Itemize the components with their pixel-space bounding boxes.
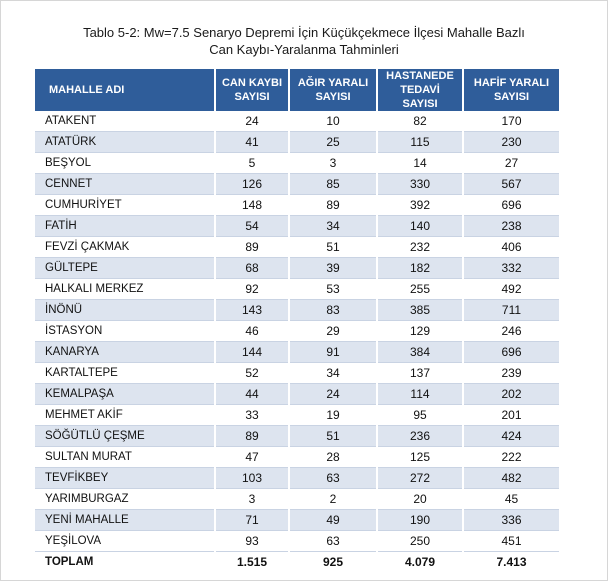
minor-injury-cell: 222	[463, 447, 559, 468]
caption-line-2: Can Kaybı-Yaralanma Tahminleri	[209, 42, 399, 57]
severe-injury-cell: 25	[289, 132, 377, 153]
minor-injury-cell: 451	[463, 531, 559, 552]
total-row	[35, 552, 559, 573]
severe-injury-cell: 29	[289, 321, 377, 342]
neighborhood-name-cell: CENNET	[35, 174, 215, 195]
severe-injury-cell: 3	[289, 153, 377, 174]
hospital-treatment-cell: 115	[377, 132, 463, 153]
table-row	[35, 258, 559, 279]
hospital-treatment-cell: 392	[377, 195, 463, 216]
neighborhood-name-cell: BEŞYOL	[35, 153, 215, 174]
header-label-line: AĞIR YARALI	[297, 77, 369, 89]
table-body	[35, 111, 559, 572]
severe-injury-cell: 89	[289, 195, 377, 216]
severe-injury-cell: 63	[289, 531, 377, 552]
table-row	[35, 363, 559, 384]
deaths-cell: 44	[215, 384, 289, 405]
total-value-cell: 7.413	[463, 552, 559, 573]
neighborhood-name-cell: ATAKENT	[35, 111, 215, 132]
hospital-treatment-cell: 125	[377, 447, 463, 468]
hospital-treatment-cell: 384	[377, 342, 463, 363]
minor-injury-cell: 230	[463, 132, 559, 153]
header-label-line: SAYISI	[315, 91, 351, 103]
severe-injury-cell: 51	[289, 237, 377, 258]
header-label-line: HAFİF YARALI	[473, 77, 550, 89]
deaths-cell: 126	[215, 174, 289, 195]
deaths-cell: 92	[215, 279, 289, 300]
minor-injury-cell: 332	[463, 258, 559, 279]
deaths-cell: 46	[215, 321, 289, 342]
deaths-cell: 41	[215, 132, 289, 153]
minor-injury-cell: 202	[463, 384, 559, 405]
hospital-treatment-cell: 182	[377, 258, 463, 279]
table-row	[35, 447, 559, 468]
severe-injury-cell: 28	[289, 447, 377, 468]
hospital-treatment-cell: 137	[377, 363, 463, 384]
header-hafif-yarali	[463, 69, 559, 111]
table-row	[35, 279, 559, 300]
header-label-line: SAYISI	[234, 91, 270, 103]
minor-injury-cell: 482	[463, 468, 559, 489]
table-row	[35, 300, 559, 321]
severe-injury-cell: 10	[289, 111, 377, 132]
header-mahalle-adi	[35, 69, 215, 111]
hospital-treatment-cell: 140	[377, 216, 463, 237]
severe-injury-cell: 83	[289, 300, 377, 321]
table-header-row	[35, 69, 559, 111]
minor-injury-cell: 246	[463, 321, 559, 342]
table-row	[35, 321, 559, 342]
severe-injury-cell: 19	[289, 405, 377, 426]
hospital-treatment-cell: 330	[377, 174, 463, 195]
header-can-kaybi	[215, 69, 289, 111]
header-agir-yarali	[289, 69, 377, 111]
severe-injury-cell: 34	[289, 216, 377, 237]
total-label-cell: TOPLAM	[35, 552, 215, 573]
minor-injury-cell: 238	[463, 216, 559, 237]
neighborhood-name-cell: YEŞİLOVA	[35, 531, 215, 552]
deaths-cell: 47	[215, 447, 289, 468]
deaths-cell: 5	[215, 153, 289, 174]
table-row	[35, 153, 559, 174]
neighborhood-name-cell: CUMHURİYET	[35, 195, 215, 216]
table-row	[35, 111, 559, 132]
deaths-cell: 143	[215, 300, 289, 321]
minor-injury-cell: 696	[463, 195, 559, 216]
deaths-cell: 24	[215, 111, 289, 132]
minor-injury-cell: 201	[463, 405, 559, 426]
neighborhood-name-cell: KARTALTEPE	[35, 363, 215, 384]
neighborhood-name-cell: YENİ MAHALLE	[35, 510, 215, 531]
casualty-table	[35, 69, 559, 572]
header-label-line: CAN KAYBI	[221, 77, 283, 89]
hospital-treatment-cell: 236	[377, 426, 463, 447]
header-label-line: MAHALLE ADI	[49, 84, 125, 96]
table-row	[35, 384, 559, 405]
deaths-cell: 89	[215, 426, 289, 447]
hospital-treatment-cell: 114	[377, 384, 463, 405]
severe-injury-cell: 39	[289, 258, 377, 279]
neighborhood-name-cell: MEHMET AKİF	[35, 405, 215, 426]
neighborhood-name-cell: İNÖNÜ	[35, 300, 215, 321]
table-row	[35, 426, 559, 447]
minor-injury-cell: 424	[463, 426, 559, 447]
table-caption	[0, 24, 608, 58]
neighborhood-name-cell: KANARYA	[35, 342, 215, 363]
neighborhood-name-cell: HALKALI MERKEZ	[35, 279, 215, 300]
table-row	[35, 132, 559, 153]
neighborhood-name-cell: GÜLTEPE	[35, 258, 215, 279]
severe-injury-cell: 85	[289, 174, 377, 195]
hospital-treatment-cell: 272	[377, 468, 463, 489]
neighborhood-name-cell: YARIMBURGAZ	[35, 489, 215, 510]
table-row	[35, 510, 559, 531]
deaths-cell: 33	[215, 405, 289, 426]
deaths-cell: 68	[215, 258, 289, 279]
header-hastanede-tedavi	[377, 69, 463, 111]
table-row	[35, 531, 559, 552]
severe-injury-cell: 49	[289, 510, 377, 531]
neighborhood-name-cell: SULTAN MURAT	[35, 447, 215, 468]
deaths-cell: 52	[215, 363, 289, 384]
table-row	[35, 174, 559, 195]
table-row	[35, 195, 559, 216]
hospital-treatment-cell: 95	[377, 405, 463, 426]
total-value-cell: 4.079	[377, 552, 463, 573]
deaths-cell: 54	[215, 216, 289, 237]
table-row	[35, 237, 559, 258]
minor-injury-cell: 170	[463, 111, 559, 132]
hospital-treatment-cell: 82	[377, 111, 463, 132]
deaths-cell: 3	[215, 489, 289, 510]
minor-injury-cell: 27	[463, 153, 559, 174]
severe-injury-cell: 34	[289, 363, 377, 384]
neighborhood-name-cell: TEVFİKBEY	[35, 468, 215, 489]
table-row	[35, 342, 559, 363]
neighborhood-name-cell: FEVZİ ÇAKMAK	[35, 237, 215, 258]
deaths-cell: 103	[215, 468, 289, 489]
severe-injury-cell: 24	[289, 384, 377, 405]
deaths-cell: 148	[215, 195, 289, 216]
total-value-cell: 1.515	[215, 552, 289, 573]
severe-injury-cell: 91	[289, 342, 377, 363]
hospital-treatment-cell: 250	[377, 531, 463, 552]
hospital-treatment-cell: 14	[377, 153, 463, 174]
minor-injury-cell: 45	[463, 489, 559, 510]
minor-injury-cell: 567	[463, 174, 559, 195]
deaths-cell: 144	[215, 342, 289, 363]
hospital-treatment-cell: 255	[377, 279, 463, 300]
header-label-line: SAYISI	[493, 91, 530, 103]
minor-injury-cell: 711	[463, 300, 559, 321]
hospital-treatment-cell: 20	[377, 489, 463, 510]
minor-injury-cell: 336	[463, 510, 559, 531]
header-label-line: TEDAVİ SAYISI	[400, 84, 440, 110]
deaths-cell: 93	[215, 531, 289, 552]
table-row	[35, 489, 559, 510]
neighborhood-name-cell: İSTASYON	[35, 321, 215, 342]
header-label-line: HASTANEDE	[386, 70, 454, 82]
severe-injury-cell: 51	[289, 426, 377, 447]
hospital-treatment-cell: 385	[377, 300, 463, 321]
total-value-cell: 925	[289, 552, 377, 573]
minor-injury-cell: 696	[463, 342, 559, 363]
table-row	[35, 216, 559, 237]
deaths-cell: 71	[215, 510, 289, 531]
table-row	[35, 405, 559, 426]
severe-injury-cell: 63	[289, 468, 377, 489]
severe-injury-cell: 2	[289, 489, 377, 510]
deaths-cell: 89	[215, 237, 289, 258]
minor-injury-cell: 239	[463, 363, 559, 384]
neighborhood-name-cell: SÖĞÜTLÜ ÇEŞME	[35, 426, 215, 447]
minor-injury-cell: 492	[463, 279, 559, 300]
caption-line-1: Tablo 5-2: Mw=7.5 Senaryo Depremi İçin Küçükçekmece İlçesi Mahalle Bazlı	[83, 25, 525, 40]
severe-injury-cell: 53	[289, 279, 377, 300]
hospital-treatment-cell: 129	[377, 321, 463, 342]
neighborhood-name-cell: FATİH	[35, 216, 215, 237]
hospital-treatment-cell: 190	[377, 510, 463, 531]
neighborhood-name-cell: KEMALPAŞA	[35, 384, 215, 405]
minor-injury-cell: 406	[463, 237, 559, 258]
table-row	[35, 468, 559, 489]
hospital-treatment-cell: 232	[377, 237, 463, 258]
neighborhood-name-cell: ATATÜRK	[35, 132, 215, 153]
